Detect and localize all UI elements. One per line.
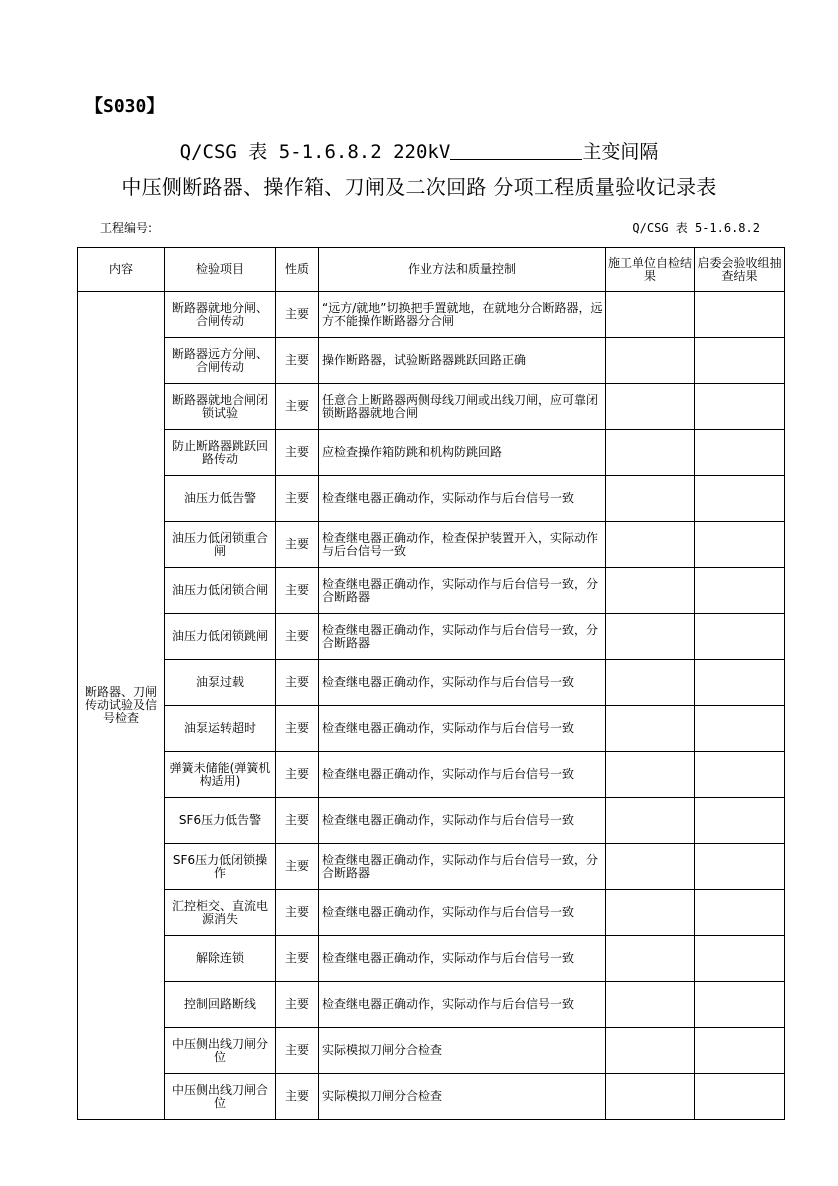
row-self-check-cell[interactable] — [606, 706, 695, 752]
header-self-check: 施工单位自检结果 — [606, 248, 695, 292]
header-content: 内容 — [78, 248, 165, 292]
row-item: 弹簧未储能(弹簧机构适用) — [165, 752, 276, 798]
row-spot-check-cell[interactable] — [695, 752, 785, 798]
inspection-table — [77, 247, 785, 1120]
row-method: 操作断路器，试验断路器跳跃回路正确 — [319, 338, 606, 384]
row-item: 油压力低闭锁跳闸 — [165, 614, 276, 660]
row-nature: 主要 — [276, 660, 319, 706]
row-item: 控制回路断线 — [165, 982, 276, 1028]
project-number-label: 工程编号: — [100, 221, 153, 235]
table-row — [78, 844, 785, 890]
row-method: 检查继电器正确动作，实际动作与后台信号一致 — [319, 660, 606, 706]
row-self-check-cell[interactable] — [606, 476, 695, 522]
row-self-check-cell[interactable] — [606, 522, 695, 568]
row-method: 应检查操作箱防跳和机构防跳回路 — [319, 430, 606, 476]
row-nature: 主要 — [276, 522, 319, 568]
row-self-check-cell[interactable] — [606, 1074, 695, 1120]
header-row — [78, 248, 785, 292]
row-nature: 主要 — [276, 982, 319, 1028]
row-method: “远方/就地”切换把手置就地，在就地分合断路器，远方不能操作断路器分合闸 — [319, 292, 606, 338]
row-self-check-cell[interactable] — [606, 890, 695, 936]
row-nature: 主要 — [276, 476, 319, 522]
row-item: 中压侧出线刀闸分位 — [165, 1028, 276, 1074]
table-row — [78, 476, 785, 522]
row-spot-check-cell[interactable] — [695, 890, 785, 936]
table-row — [78, 568, 785, 614]
table-row — [78, 1028, 785, 1074]
row-nature: 主要 — [276, 890, 319, 936]
row-spot-check-cell[interactable] — [695, 1028, 785, 1074]
table-body — [78, 292, 785, 1120]
header-spot-check: 启委会验收组抽查结果 — [695, 248, 785, 292]
row-nature: 主要 — [276, 338, 319, 384]
row-self-check-cell[interactable] — [606, 614, 695, 660]
table-row — [78, 798, 785, 844]
row-nature: 主要 — [276, 292, 319, 338]
row-nature: 主要 — [276, 798, 319, 844]
row-self-check-cell[interactable] — [606, 338, 695, 384]
table-row — [78, 890, 785, 936]
row-self-check-cell[interactable] — [606, 292, 695, 338]
table-row — [78, 338, 785, 384]
row-spot-check-cell[interactable] — [695, 384, 785, 430]
row-self-check-cell[interactable] — [606, 936, 695, 982]
row-method: 检查继电器正确动作，实际动作与后台信号一致 — [319, 706, 606, 752]
row-item: 断路器就地分闸、合闸传动 — [165, 292, 276, 338]
table-row — [78, 292, 785, 338]
row-method: 检查继电器正确动作，实际动作与后台信号一致 — [319, 752, 606, 798]
standard-reference: Q/CSG 表 5-1.6.8.2 — [632, 221, 760, 235]
table-row — [78, 1074, 785, 1120]
form-subtitle: 中压侧断路器、操作箱、刀闸及二次回路 分项工程质量验收记录表 — [121, 175, 717, 199]
row-self-check-cell[interactable] — [606, 982, 695, 1028]
table-row — [78, 430, 785, 476]
row-nature: 主要 — [276, 568, 319, 614]
row-nature: 主要 — [276, 752, 319, 798]
row-method: 检查继电器正确动作，实际动作与后台信号一致 — [319, 890, 606, 936]
table-row — [78, 936, 785, 982]
row-item: SF6压力低闭锁操作 — [165, 844, 276, 890]
table-row — [78, 522, 785, 568]
header-nature: 性质 — [276, 248, 319, 292]
row-spot-check-cell[interactable] — [695, 660, 785, 706]
row-spot-check-cell[interactable] — [695, 292, 785, 338]
row-self-check-cell[interactable] — [606, 1028, 695, 1074]
row-self-check-cell[interactable] — [606, 430, 695, 476]
row-item: 油泵运转超时 — [165, 706, 276, 752]
row-spot-check-cell[interactable] — [695, 430, 785, 476]
row-method: 检查继电器正确动作，实际动作与后台信号一致 — [319, 982, 606, 1028]
row-spot-check-cell[interactable] — [695, 338, 785, 384]
table-row — [78, 706, 785, 752]
row-spot-check-cell[interactable] — [695, 982, 785, 1028]
row-spot-check-cell[interactable] — [695, 568, 785, 614]
row-nature: 主要 — [276, 706, 319, 752]
title-blank-field[interactable] — [450, 141, 582, 160]
header-method: 作业方法和质量控制 — [319, 248, 606, 292]
row-item: SF6压力低告警 — [165, 798, 276, 844]
row-method: 检查继电器正确动作，实际动作与后台信号一致，分合断路器 — [319, 614, 606, 660]
row-nature: 主要 — [276, 1028, 319, 1074]
row-method: 实际模拟刀闸分合检查 — [319, 1028, 606, 1074]
row-item: 断路器远方分闸、合闸传动 — [165, 338, 276, 384]
row-item: 中压侧出线刀闸合位 — [165, 1074, 276, 1120]
table-row — [78, 384, 785, 430]
form-title — [0, 137, 838, 164]
row-item: 汇控柜交、直流电源消失 — [165, 890, 276, 936]
row-item: 防止断路器跳跃回路传动 — [165, 430, 276, 476]
row-method: 检查继电器正确动作，实际动作与后台信号一致 — [319, 936, 606, 982]
row-self-check-cell[interactable] — [606, 844, 695, 890]
row-method: 任意合上断路器两侧母线刀闸或出线刀闸，应可靠闭锁断路器就地合闸 — [319, 384, 606, 430]
title-prefix: Q/CSG 表 5-1.6.8.2 220kV — [179, 141, 451, 163]
row-method: 检查继电器正确动作，实际动作与后台信号一致 — [319, 476, 606, 522]
row-self-check-cell[interactable] — [606, 384, 695, 430]
row-self-check-cell[interactable] — [606, 798, 695, 844]
row-spot-check-cell[interactable] — [695, 706, 785, 752]
row-self-check-cell[interactable] — [606, 752, 695, 798]
row-nature: 主要 — [276, 384, 319, 430]
row-method: 检查继电器正确动作，实际动作与后台信号一致，分合断路器 — [319, 844, 606, 890]
row-item: 解除连锁 — [165, 936, 276, 982]
row-nature: 主要 — [276, 614, 319, 660]
row-spot-check-cell[interactable] — [695, 476, 785, 522]
row-method: 检查继电器正确动作，实际动作与后台信号一致 — [319, 798, 606, 844]
row-spot-check-cell[interactable] — [695, 798, 785, 844]
row-item: 油压力低告警 — [165, 476, 276, 522]
header-item: 检验项目 — [165, 248, 276, 292]
row-spot-check-cell[interactable] — [695, 522, 785, 568]
row-nature: 主要 — [276, 936, 319, 982]
row-spot-check-cell[interactable] — [695, 1074, 785, 1120]
row-spot-check-cell[interactable] — [695, 844, 785, 890]
row-spot-check-cell[interactable] — [695, 614, 785, 660]
row-self-check-cell[interactable] — [606, 568, 695, 614]
row-nature: 主要 — [276, 1074, 319, 1120]
form-code: 【S030】 — [85, 96, 165, 117]
row-item: 油压力低闭锁重合闸 — [165, 522, 276, 568]
row-item: 油压力低闭锁合闸 — [165, 568, 276, 614]
row-item: 油泵过载 — [165, 660, 276, 706]
row-method: 检查继电器正确动作，检查保护装置开入，实际动作与后台信号一致 — [319, 522, 606, 568]
row-nature: 主要 — [276, 844, 319, 890]
group-label: 断路器、刀闸传动试验及信号检查 — [78, 292, 165, 1120]
table-row — [78, 752, 785, 798]
table-row — [78, 614, 785, 660]
row-item: 断路器就地合闸闭锁试验 — [165, 384, 276, 430]
table-row — [78, 982, 785, 1028]
row-method: 检查继电器正确动作，实际动作与后台信号一致，分合断路器 — [319, 568, 606, 614]
row-method: 实际模拟刀闸分合检查 — [319, 1074, 606, 1120]
table-row — [78, 660, 785, 706]
title-suffix: 主变间隔 — [582, 141, 659, 163]
row-nature: 主要 — [276, 430, 319, 476]
row-self-check-cell[interactable] — [606, 660, 695, 706]
row-spot-check-cell[interactable] — [695, 936, 785, 982]
